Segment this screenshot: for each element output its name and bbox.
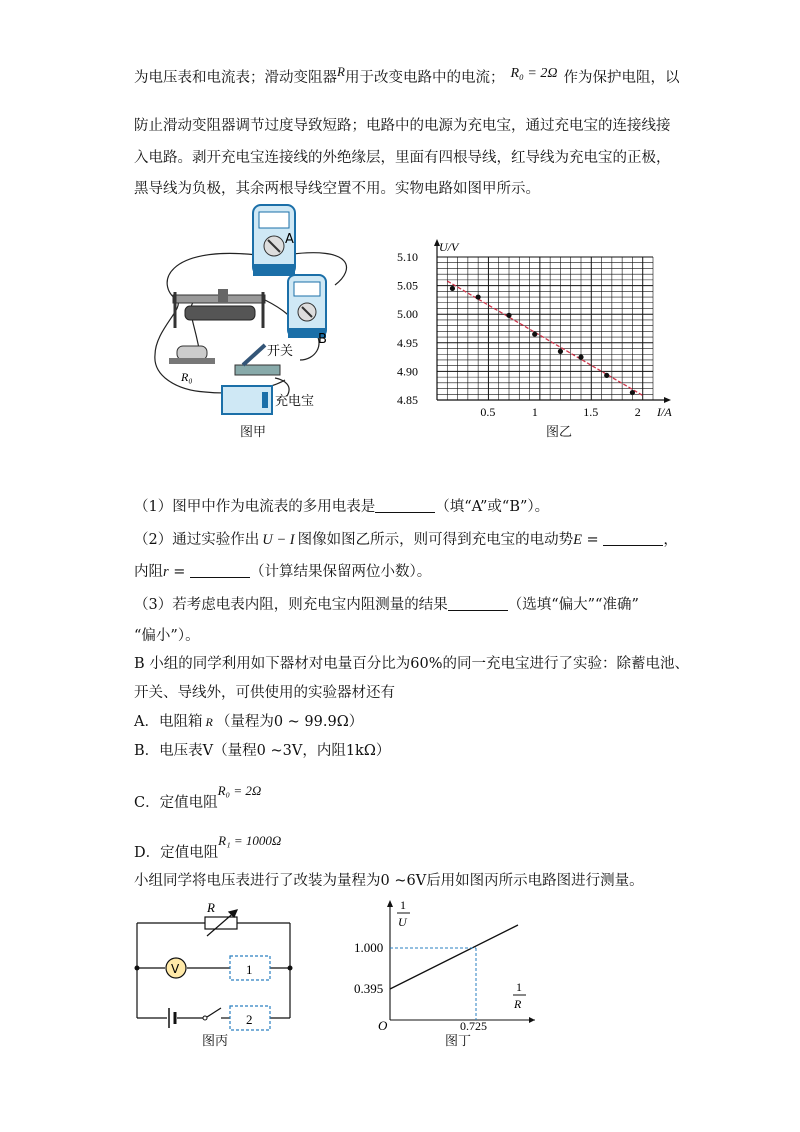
data-point: [604, 373, 609, 378]
x-label-num: 1: [516, 980, 522, 994]
label-B: B: [318, 332, 327, 347]
data-point: [558, 349, 563, 354]
x-label-den: R: [514, 997, 522, 1011]
origin-label: O: [378, 1018, 388, 1030]
modify-text: 小组同学将电压表进行了改装为量程为: [134, 873, 381, 889]
y-label-den: U: [398, 915, 407, 929]
value-R1: R₁ = 1000Ω: [218, 833, 282, 848]
y-tick-label: 4.95: [397, 335, 418, 350]
x-axis-arrow: [664, 397, 671, 403]
option-D: [134, 832, 281, 862]
q3-text: （3）若考虑电表内阻，则充电宝内阻测量的结果: [134, 597, 448, 613]
y-tick-label: 5.00: [397, 307, 418, 322]
figure-bing: [125, 898, 305, 1048]
y-tick-label: 4.85: [397, 393, 418, 407]
data-point: [450, 286, 455, 291]
q1-text: （1）图甲中作为电流表的多用电表是: [134, 499, 376, 515]
q2-text: （2）通过实验作出: [134, 532, 260, 548]
x-tick-label: 0.5: [480, 405, 496, 419]
data-point: [578, 355, 583, 360]
option-text: （量程: [213, 743, 257, 759]
data-point: [532, 332, 537, 337]
y-axis-label: U/V: [439, 240, 459, 254]
x-axis-label: I/A: [657, 405, 672, 419]
answer-blank-r[interactable]: [190, 563, 250, 578]
equals: =: [581, 532, 604, 548]
x-tick-label: 1: [531, 405, 538, 419]
voltmeter-label: V: [171, 962, 180, 976]
q2-text: 内阻: [134, 564, 163, 580]
switch-icon: [203, 1016, 207, 1020]
range: 0 ~6V: [380, 873, 427, 889]
option-text: ，内阻: [302, 743, 346, 759]
var-U-I: U − I: [262, 532, 295, 548]
caption-ding: 图丁: [445, 1034, 472, 1049]
question-2-line-2: [134, 563, 431, 581]
resistance: 1kΩ: [345, 743, 376, 759]
intro-text: 作为保护电阻，以: [563, 70, 680, 86]
figure-jia: [125, 200, 365, 440]
option-text: ）: [375, 743, 391, 759]
data-point: [476, 294, 481, 299]
percent: 60%: [410, 656, 443, 672]
option-text: B．电压表: [134, 743, 203, 759]
rheostat-R: [205, 917, 237, 929]
y-label-num: 1: [400, 898, 406, 912]
option-text: C．定值电阻: [134, 795, 218, 811]
caption-jia: 图甲: [240, 425, 267, 440]
question-1: [134, 498, 549, 516]
box-2-label: 2: [246, 1012, 253, 1027]
option-text: D．定值电阻: [134, 845, 219, 861]
answer-blank-1[interactable]: [375, 498, 435, 513]
box-1-label: 1: [246, 962, 253, 977]
label-power: 充电宝: [275, 394, 315, 409]
q1-text: （填“A”或“B”）。: [435, 499, 550, 515]
caption-bing: 图丙: [202, 1034, 229, 1049]
var-R0: R₀ = 2Ω: [510, 66, 558, 81]
intro-line-3: 入电路。剥开充电宝连接线的外绝缘层，里面有四根导线，红导线为充电宝的正极，: [134, 150, 671, 166]
option-text: A．电阻箱: [134, 714, 203, 730]
x-tick-label: 2: [634, 405, 641, 419]
tick-0395: 0.395: [354, 981, 384, 996]
x-tick-label: 1.5: [583, 405, 599, 419]
group-b-line-2: 开关、导线外，可供使用的实验器材还有: [134, 685, 395, 701]
intro-text: 用于改变电路中的电流；: [344, 70, 505, 86]
var-r: r: [163, 564, 169, 580]
label-A: A: [285, 232, 294, 247]
label-R0: R₀: [181, 370, 193, 384]
range: 0 ~ 99.9Ω: [273, 714, 349, 730]
value-R0: R₀ = 2Ω: [217, 783, 262, 798]
data-point: [630, 390, 635, 395]
y-tick-label: 5.10: [397, 250, 418, 264]
q2-text: 图像如图乙所示，则可得到充电宝的电动势: [297, 532, 574, 548]
question-3: [134, 596, 639, 614]
intro-line-4: 黑导线为负极，其余两根导线空置不用。实物电路如图甲所示。: [134, 181, 540, 197]
q3-text: （选填“偏大”“准确”: [507, 597, 639, 613]
intro-text: 为电压表和电流表；滑动变阻器: [134, 70, 337, 86]
tick-0725: 0.725: [460, 1019, 487, 1030]
var-E: E: [573, 532, 582, 548]
label-switch: 开关: [267, 344, 294, 359]
data-point: [506, 313, 511, 318]
option-B: [134, 742, 390, 760]
modify-line: [134, 872, 644, 890]
rheostat: [173, 289, 265, 328]
modify-text: 后用如图丙所示电路图进行测量。: [426, 873, 644, 889]
answer-blank-3[interactable]: [448, 596, 508, 611]
figure-yi: [395, 235, 685, 425]
option-text: （量程为: [215, 714, 274, 730]
group-b-text: 的同一充电宝进行了实验：除蓄电池、: [442, 656, 689, 672]
tick-1000: 1.000: [354, 940, 384, 955]
var-R: R: [205, 715, 213, 729]
question-2: [134, 531, 678, 549]
y-tick-label: 4.90: [397, 364, 418, 379]
equals: =: [168, 564, 191, 580]
option-A: [134, 713, 363, 731]
question-3-line-2: “偏小”）。: [134, 628, 200, 644]
caption-yi: 图乙: [546, 425, 573, 440]
answer-blank-E[interactable]: [603, 531, 663, 546]
q2-text: ，: [663, 532, 678, 548]
option-C: [134, 782, 261, 812]
group-b-line-1: [134, 655, 689, 673]
fit-line: [390, 925, 518, 989]
range: 0 ~3V: [256, 743, 303, 759]
resistor-R0: [169, 346, 215, 364]
group-b-text: B 小组的同学利用如下器材对电量百分比为: [134, 656, 411, 672]
y-tick-label: 5.05: [397, 278, 418, 293]
q2-text: （计算结果保留两位小数）。: [250, 564, 432, 580]
label-R: R: [207, 900, 215, 915]
var-R: R: [337, 64, 345, 79]
option-text: ）: [348, 714, 364, 730]
intro-line-1: [134, 63, 679, 87]
figure-ding: [350, 895, 550, 1030]
var-V: V: [202, 743, 214, 759]
intro-line-2: 防止滑动变阻器调节过度导致短路；电路中的电源为充电宝，通过充电宝的连接线接: [134, 118, 671, 134]
